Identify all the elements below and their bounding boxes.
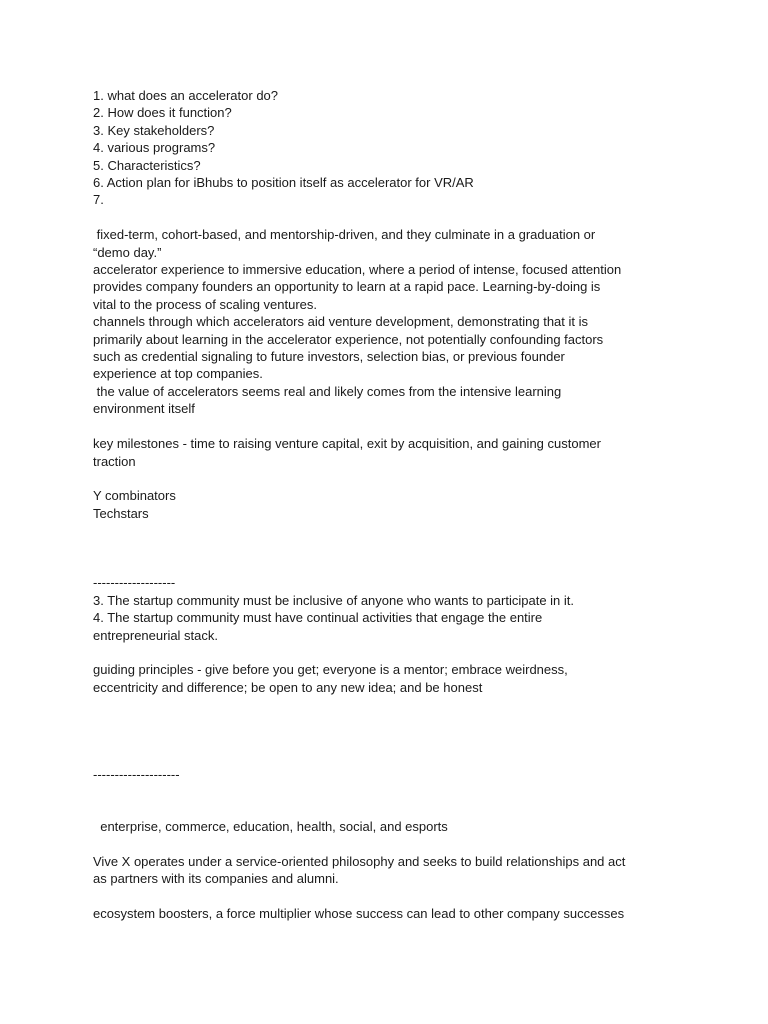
example-accelerators: [93, 487, 685, 522]
spacer: [93, 418, 685, 435]
community-section: [93, 574, 685, 644]
question-item: 2. How does it function?: [93, 105, 232, 121]
section-divider: -------------------: [93, 575, 176, 591]
document-body: [93, 87, 685, 922]
spacer: [93, 835, 685, 852]
note-line: accelerator experience to immersive education, where a period of intense, focused attention: [93, 262, 622, 278]
spacer: [93, 470, 685, 487]
note-line: “demo day.”: [93, 244, 162, 260]
spacer: [93, 783, 685, 818]
question-item: 1. what does an accelerator do?: [93, 88, 279, 103]
community-point: 4. The startup community must have continual activities that engage the entire: [93, 610, 543, 626]
boosters-paragraph: [93, 905, 685, 922]
accelerator-notes: [93, 226, 685, 417]
principles-line: eccentricity and difference; be open to any new idea; and be honest: [93, 679, 483, 695]
sectors-paragraph: [93, 818, 685, 835]
spacer: [93, 888, 685, 905]
milestones-paragraph: [93, 435, 685, 470]
boosters-line: ecosystem boosters, a force multiplier whose success can lead to other company successes: [93, 905, 625, 921]
note-line: channels through which accelerators aid venture development, demonstrating that it is: [93, 314, 589, 330]
example-item: Y combinators: [93, 488, 176, 504]
question-item: 4. various programs?: [93, 140, 216, 156]
vive-paragraph: [93, 853, 685, 888]
question-list: [93, 87, 685, 209]
milestones-line: key milestones - time to raising venture capital, exit by acquisition, and gaining customer: [93, 436, 601, 452]
note-line: experience at top companies.: [93, 366, 263, 382]
vive-line: as partners with its companies and alumni.: [93, 871, 339, 887]
vive-line: Vive X operates under a service-oriented philosophy and seeks to build relationships and act: [93, 853, 626, 869]
principles-line: guiding principles - give before you get; everyone is a mentor; embrace weirdness,: [93, 662, 568, 678]
question-item: 5. Characteristics?: [93, 157, 201, 173]
milestones-line: traction: [93, 453, 136, 469]
note-line: the value of accelerators seems real and likely comes from the intensive learning: [93, 383, 562, 399]
example-item: Techstars: [93, 505, 149, 521]
sectors-line: enterprise, commerce, education, health, social, and esports: [93, 818, 448, 834]
note-line: such as credential signaling to future investors, selection bias, or previous founder: [93, 349, 565, 365]
spacer: [93, 696, 685, 766]
guiding-principles: [93, 661, 685, 696]
section-divider: --------------------: [93, 766, 180, 782]
note-line: provides company founders an opportunity to learn at a rapid pace. Learning-by-doing is: [93, 279, 601, 295]
question-item: 6. Action plan for iBhubs to position itself as accelerator for VR/AR: [93, 175, 474, 191]
note-line: primarily about learning in the accelerator experience, not potentially confounding factors: [93, 331, 604, 347]
community-point: 3. The startup community must be inclusive of anyone who wants to participate in it.: [93, 592, 574, 608]
spacer: [93, 644, 685, 661]
note-line: environment itself: [93, 401, 195, 417]
question-item: 7.: [93, 192, 104, 208]
note-line: vital to the process of scaling ventures.: [93, 296, 318, 312]
vive-section: [93, 766, 685, 783]
spacer: [93, 209, 685, 226]
community-point: entrepreneurial stack.: [93, 627, 219, 643]
spacer: [93, 522, 685, 574]
note-line: fixed-term, cohort-based, and mentorship-driven, and they culminate in a graduation or: [93, 227, 596, 243]
question-item: 3. Key stakeholders?: [93, 122, 215, 138]
